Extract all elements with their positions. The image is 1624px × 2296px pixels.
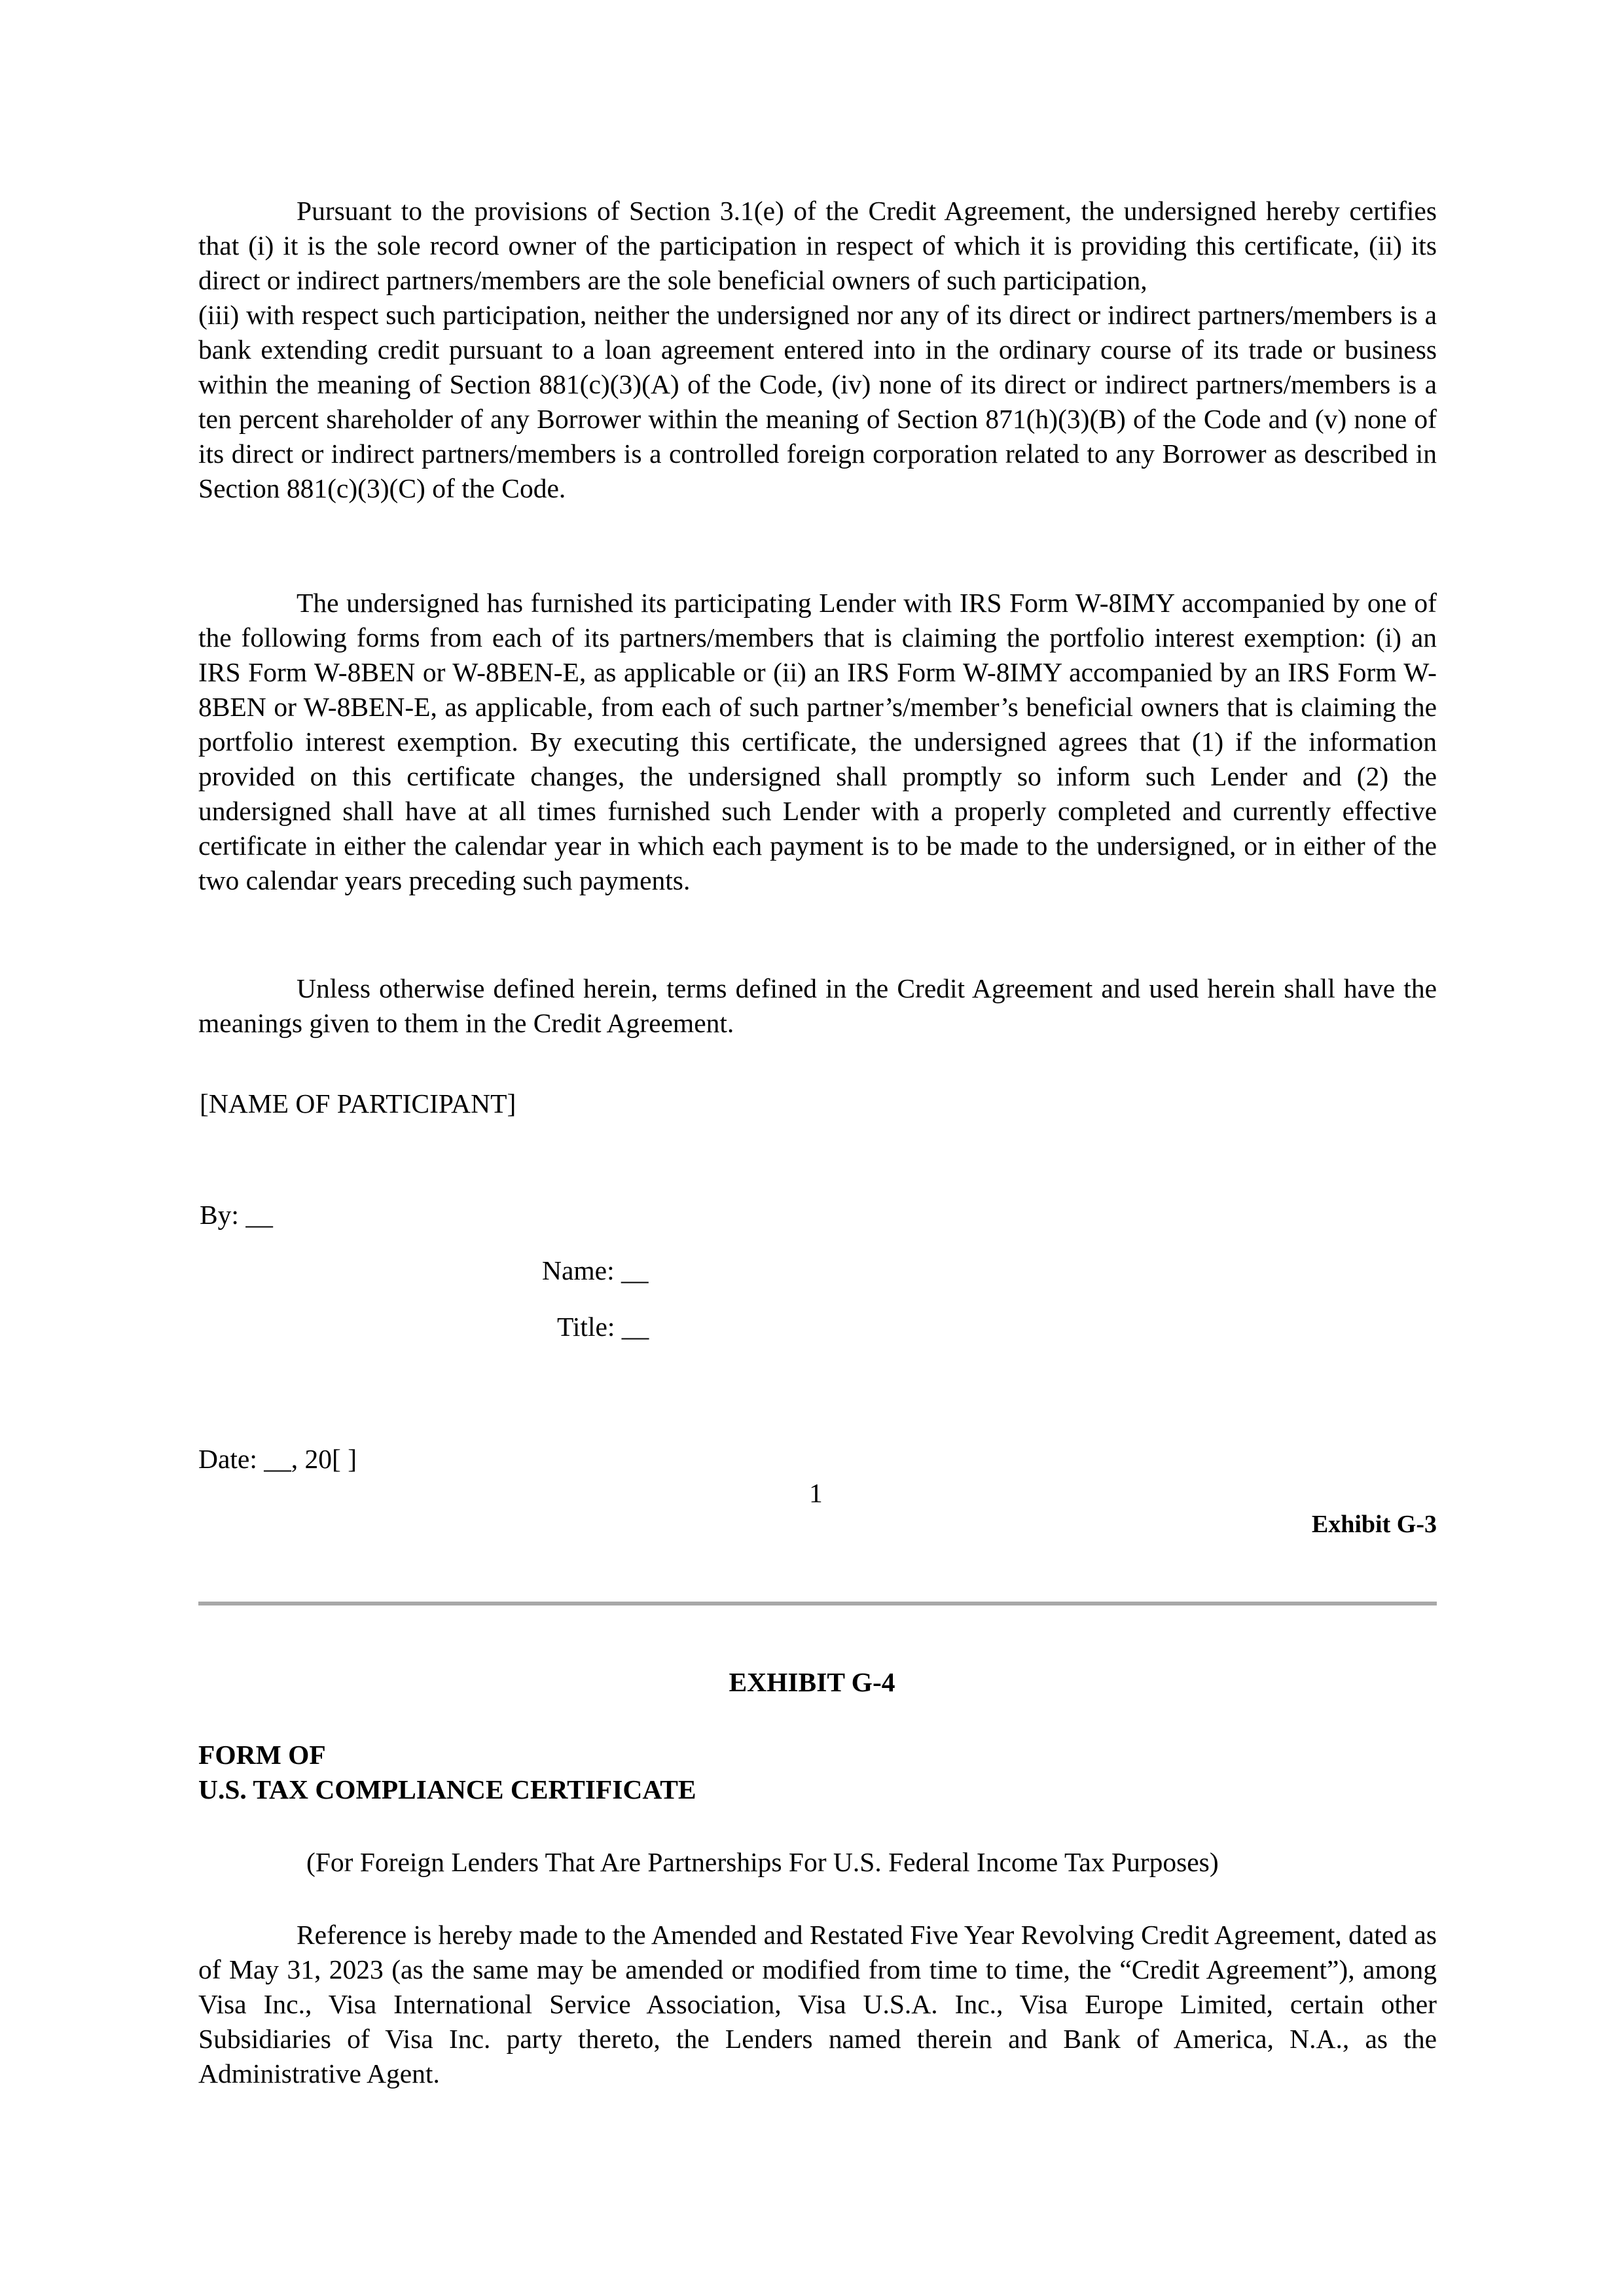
page-number: 1 [809, 1478, 823, 1508]
page-divider [198, 1602, 1437, 1605]
exhibit-footer-label: Exhibit G-3 [1311, 1511, 1437, 1538]
signature-name-line: Name: __ [542, 1255, 649, 1285]
forms-paragraph-block [198, 586, 1437, 898]
forms-paragraph: The undersigned has furnished its participating Lender with IRS Form W-8IMY accompanied by one of the following forms from each of its partners/members that is claiming the portfolio interest exemption: (i) an IRS Form W-8BEN or W-8BEN-E, as applicable or (ii) an IRS Form W-8IMY accompanied by an IRS Form W-8BEN or W-8BEN-E, as applicable, from each of such partner’s/member’s beneficial owners that is claiming the portfolio interest exemption. By executing this certificate, the undersigned agrees that (1) if the information provided on this certificate changes, the undersigned shall promptly so inform such Lender and (2) the undersigned shall have at all times furnished such Lender with a properly completed and currently effective certificate in either the calendar year in which each payment is to be made to the undersigned, or in either of the two calendar years preceding such payments. [198, 588, 1437, 895]
signature-by-line: By: __ [200, 1200, 273, 1230]
form-of-heading: FORM OF [198, 1740, 326, 1770]
reference-paragraph-block [198, 1918, 1437, 2091]
date-line: Date: __, 20[ ] [198, 1444, 357, 1474]
exhibit-heading: EXHIBIT G-4 [729, 1667, 895, 1697]
certification-paragraph-part-1: Pursuant to the provisions of Section 3.1(e) of the Credit Agreement, the undersigned hereby certifies that (i) it is the sole record owner of the participation in respect of which it is providing this certificate, (ii) its direct or indirect partners/members are the sole beneficial owners of such participation, [198, 196, 1437, 295]
certificate-subtitle: (For Foreign Lenders That Are Partnerships For U.S. Federal Income Tax Purposes) [306, 1847, 1219, 1877]
certificate-title: U.S. TAX COMPLIANCE CERTIFICATE [198, 1774, 696, 1804]
document-body [198, 194, 1437, 506]
participant-name: [NAME OF PARTICIPANT] [200, 1088, 516, 1119]
definitions-paragraph: Unless otherwise defined herein, terms defined in the Credit Agreement and used herein shall have the meanings given to them in the Credit Agreement. [198, 973, 1437, 1038]
reference-paragraph: Reference is hereby made to the Amended and Restated Five Year Revolving Credit Agreement, dated as of May 31, 2023 (as the same may be amended or modified from time to time, the “Credit Agreement”), among Visa Inc., Visa International Service Association, Visa U.S.A. Inc., Visa Europe Limited, certain other Subsidiaries of Visa Inc. party thereto, the Lenders named therein and Bank of America, N.A., as the Administrative Agent. [198, 1920, 1437, 2089]
definitions-paragraph-block [198, 971, 1437, 1041]
certification-paragraph-part-2: (iii) with respect such participation, neither the undersigned nor any of its direct or indirect partners/members is a bank extending credit pursuant to a loan agreement entered into in the ordinary course of its trade or business within the meaning of Section 881(c)(3)(A) of the Code, (iv) none of its direct or indirect partners/members is a ten percent shareholder of any Borrower within the meaning of Section 871(h)(3)(B) of the Code and (v) none of its direct or indirect partners/members is a controlled foreign corporation related to any Borrower as described in Section 881(c)(3)(C) of the Code. [198, 300, 1437, 503]
signature-title-line: Title: __ [557, 1312, 649, 1342]
